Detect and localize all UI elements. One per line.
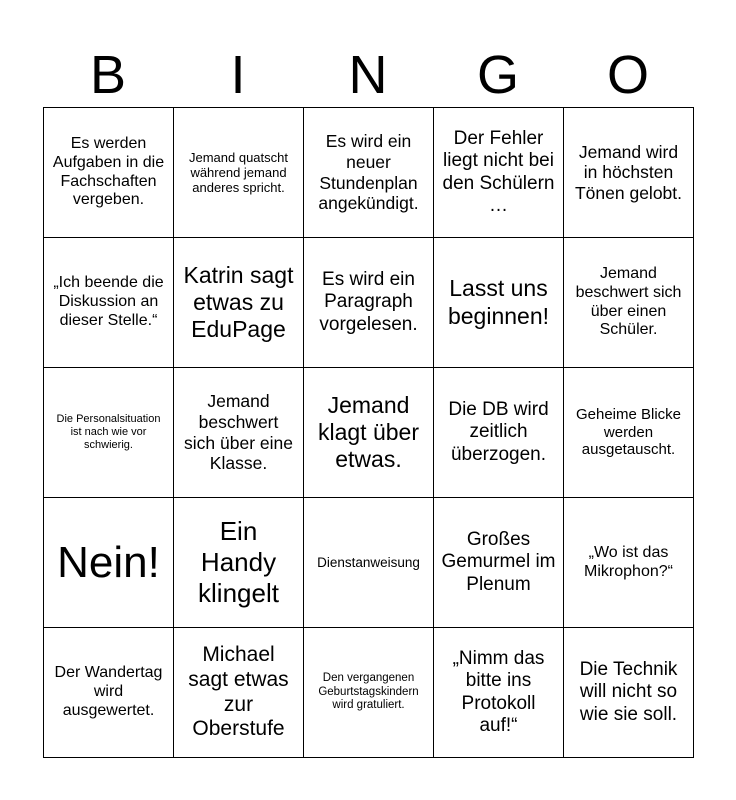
bingo-cell[interactable]: Es werden Aufgaben in die Fachschaften vergeben.	[44, 108, 174, 238]
bingo-cell[interactable]: Es wird ein Paragraph vorgelesen.	[304, 238, 434, 368]
bingo-cell[interactable]: Michael sagt etwas zur Oberstufe	[174, 628, 304, 758]
header-letter-g: G	[476, 45, 519, 105]
bingo-cell[interactable]: Die Personalsituation ist nach wie vor schwierig.	[44, 368, 174, 498]
bingo-cell[interactable]: Die DB wird zeitlich überzogen.	[434, 368, 564, 498]
bingo-cell[interactable]: Geheime Blicke werden ausgetauscht.	[564, 368, 694, 498]
bingo-board	[43, 107, 694, 758]
bingo-cell[interactable]: Katrin sagt etwas zu EduPage	[174, 238, 304, 368]
header-letter-n: N	[348, 45, 388, 105]
bingo-cell[interactable]: Großes Gemurmel im Plenum	[434, 498, 564, 628]
bingo-cell[interactable]: Ein Handy klingelt	[174, 498, 304, 628]
bingo-cell[interactable]: Jemand wird in höchsten Tönen gelobt.	[564, 108, 694, 238]
header-letter-o: O	[606, 45, 649, 105]
header-letter-b: B	[89, 45, 127, 105]
bingo-cell[interactable]: Jemand beschwert sich über eine Klasse.	[174, 368, 304, 498]
board-row	[44, 108, 694, 238]
header-letter-i: I	[230, 45, 246, 105]
bingo-cell[interactable]: Nein!	[44, 498, 174, 628]
board-row	[44, 628, 694, 758]
board-row	[44, 368, 694, 498]
bingo-cell[interactable]: „Ich beende die Diskussion an dieser Stelle.“	[44, 238, 174, 368]
bingo-cell[interactable]: Jemand quatscht während jemand anderes spricht.	[174, 108, 304, 238]
board-row	[44, 498, 694, 628]
bingo-cell[interactable]: Lasst uns beginnen!	[434, 238, 564, 368]
bingo-cell[interactable]: Der Wandertag wird ausgewertet.	[44, 628, 174, 758]
bingo-cell[interactable]: Die Technik will nicht so wie sie soll.	[564, 628, 694, 758]
bingo-cell[interactable]: Der Fehler liegt nicht bei den Schülern …	[434, 108, 564, 238]
bingo-cell[interactable]: „Wo ist das Mikrophon?“	[564, 498, 694, 628]
bingo-cell[interactable]: Den vergangenen Geburtstagskindern wird gratuliert.	[304, 628, 434, 758]
bingo-cell[interactable]: „Nimm das bitte ins Protokoll auf!“	[434, 628, 564, 758]
bingo-cell[interactable]: Jemand beschwert sich über einen Schüler.	[564, 238, 694, 368]
bingo-cell[interactable]: Jemand klagt über etwas.	[304, 368, 434, 498]
bingo-cell[interactable]: Dienstanweisung	[304, 498, 434, 628]
bingo-cell[interactable]: Es wird ein neuer Stundenplan angekündigt.	[304, 108, 434, 238]
board-row	[44, 238, 694, 368]
bingo-header	[43, 44, 693, 106]
